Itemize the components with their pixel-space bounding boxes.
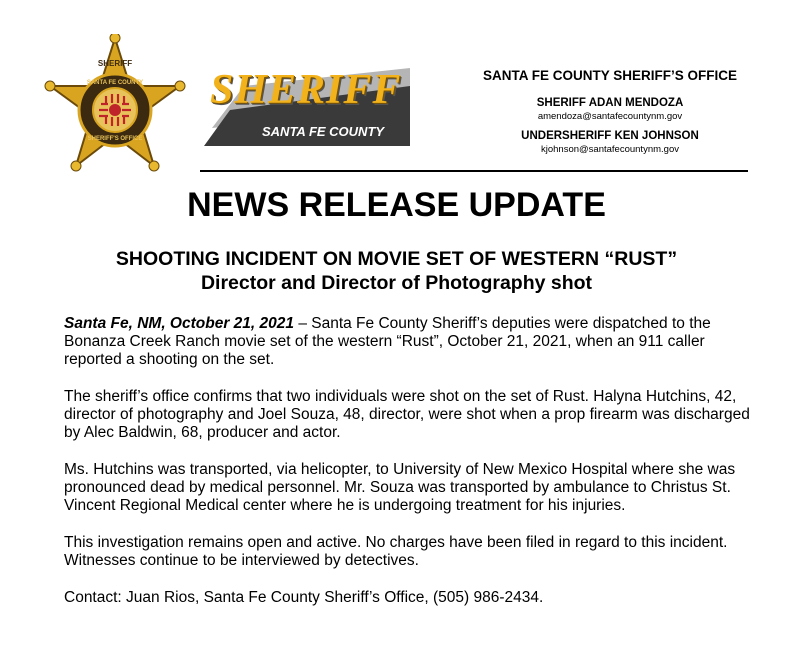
- badge-ring-text: SANTA FE COUNTY: [86, 80, 144, 86]
- paragraph-3: Ms. Hutchins was transported, via helicopter, to University of New Mexico Hospital where she was pronounced dead by medical personnel. Mr. Souza was transported by ambulance to Christus St. Vincent Regional Medical center where he is undergoing treatment for his injuries.: [64, 461, 736, 514]
- header-divider: [200, 170, 748, 172]
- office-name: SANTA FE COUNTY SHERIFF’S OFFICE: [482, 68, 737, 83]
- subhead-line-1: SHOOTING INCIDENT ON MOVIE SET OF WESTERN “RUST”: [115, 248, 678, 270]
- undersheriff-name: UNDERSHERIFF KEN JOHNSON: [521, 130, 699, 142]
- contact-line: Contact: Juan Rios, Santa Fe County Sheriff’s Office, (505) 986-2434.: [64, 589, 544, 606]
- sheriff-name: SHERIFF ADAN MENDOZA: [536, 97, 684, 109]
- page-title: NEWS RELEASE UPDATE: [187, 186, 606, 224]
- subhead-line-2: Director and Director of Photography shot: [200, 272, 593, 294]
- release-subheading: [0, 247, 793, 295]
- logo-word: SHERIFF: [210, 67, 402, 113]
- sheriff-badge-logo: [40, 34, 190, 184]
- badge-bottom-text: SHERIFF'S OFFICE: [87, 136, 143, 142]
- logo-subtitle: SANTA FE COUNTY: [262, 124, 385, 139]
- sheriff-email: amendoza@santafecountynm.gov: [537, 111, 683, 122]
- dateline: Santa Fe, NM, October 21, 2021: [64, 315, 295, 332]
- sheriff-wordmark-logo: [200, 66, 412, 148]
- paragraph-2: The sheriff’s office confirms that two individuals were shot on the set of Rust. Halyna Hutchins, 42, director of photography and Joel Souza, 48, director, were shot when a prop firearm was discharged by Alec Baldwin, 68, producer and actor.: [64, 388, 750, 441]
- paragraph-1: [64, 315, 754, 369]
- paragraph-1-text: – Santa Fe County Sheriff’s deputies were dispatched to the Bonanza Creek Ranch movie set of the western “Rust”, October 21, 2021, when an 911 caller reported a shooting on the set.: [64, 315, 711, 368]
- undersheriff-email: kjohnson@santafecountynm.gov: [541, 144, 679, 155]
- office-contact-block: [460, 68, 760, 155]
- paragraph-4: This investigation remains open and active. No charges have been filed in regard to this incident. Witnesses continue to be interviewed by detectives.: [64, 534, 728, 569]
- badge-top-text: SHERIFF: [97, 59, 133, 68]
- release-body: [64, 315, 754, 626]
